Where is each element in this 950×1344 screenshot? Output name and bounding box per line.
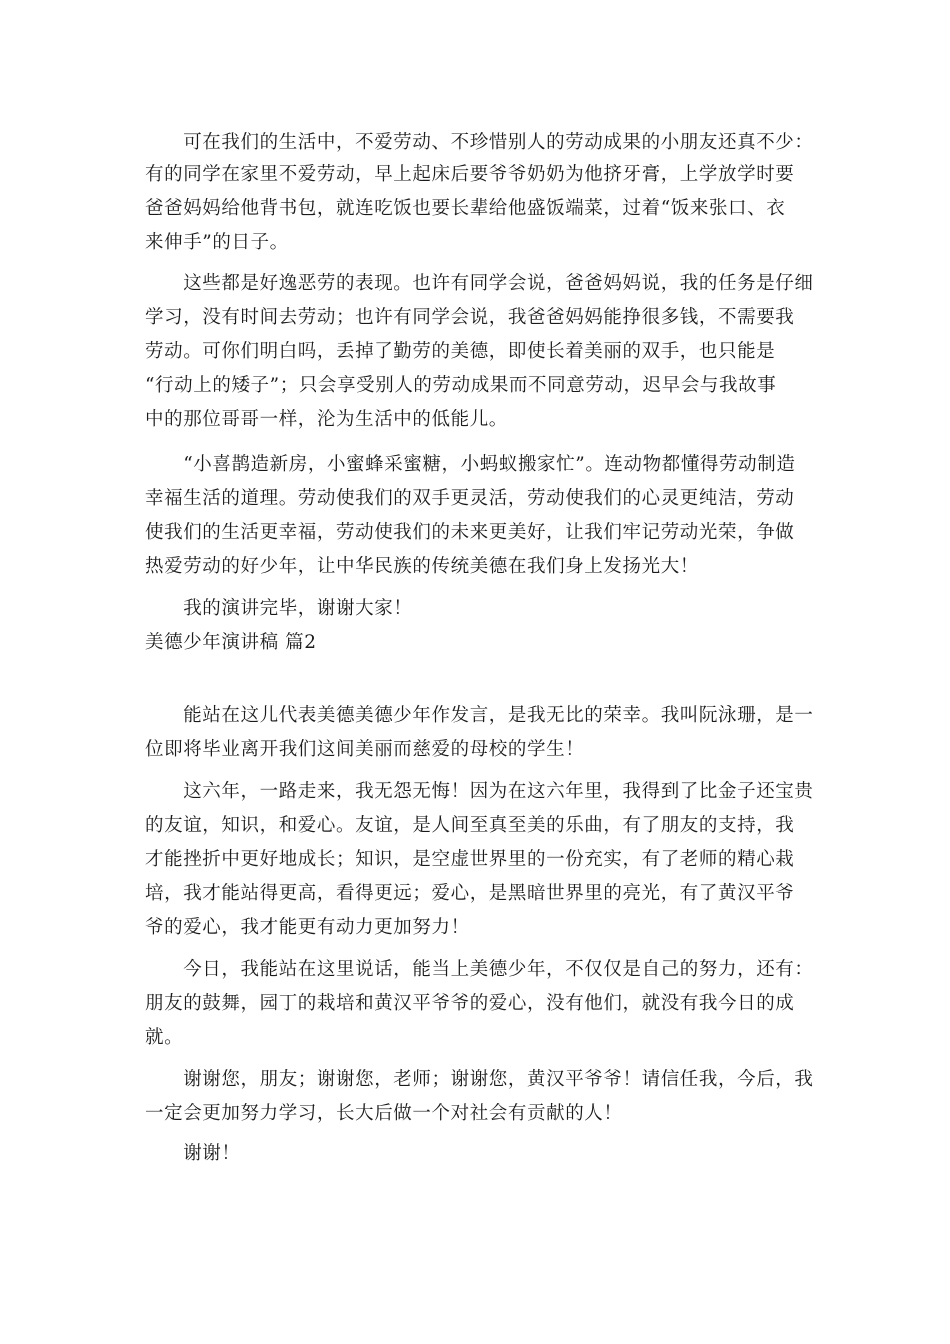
text-line: 学习，没有时间去劳动；也许有同学会说，我爸爸妈妈能挣很多钱，不需要我	[145, 307, 795, 328]
text-line: 今日，我能站在这里说话，能当上美德少年，不仅仅是自己的努力，还有：	[145, 959, 814, 980]
text-line: 位即将毕业离开我们这间美丽而慈爱的母校的学生！	[145, 739, 585, 760]
text-line: 一定会更加努力学习，长大后做一个对社会有贡献的人！	[145, 1103, 623, 1124]
text-line: 才能挫折中更好地成长；知识，是空虚世界里的一份充实，有了老师的精心栽	[145, 849, 795, 870]
text-line: 有的同学在家里不爱劳动，早上起床后要爷爷奶奶为他挤牙膏，上学放学时要	[145, 164, 795, 185]
text-line: 爷的爱心，我才能更有动力更加努力！	[145, 917, 470, 938]
text-line: 谢谢您，朋友；谢谢您，老师；谢谢您，黄汉平爷爷！请信任我，今后，我	[145, 1069, 814, 1090]
text-line: 幸福生活的道理。劳动使我们的双手更灵活，劳动使我们的心灵更纯洁，劳动	[145, 488, 795, 509]
text-line: 热爱劳动的好少年，让中华民族的传统美德在我们身上发扬光大！	[145, 556, 699, 577]
text-line: 中的那位哥哥一样，沦为生活中的低能儿。	[145, 409, 508, 430]
text-line: 可在我们的生活中，不爱劳动、不珍惜别人的劳动成果的小朋友还真不少：	[145, 132, 814, 153]
section-heading: 美德少年演讲稿 篇2	[145, 632, 317, 653]
text-line: 这六年，一路走来，我无怨无悔！因为在这六年里，我得到了比金子还宝贵	[145, 781, 814, 802]
text-line: 我的演讲完毕，谢谢大家！	[145, 598, 413, 619]
text-line: 使我们的生活更幸福，劳动使我们的未来更美好，让我们牢记劳动光荣，争做	[145, 522, 795, 543]
text-line: 能站在这儿代表美德美德少年作发言，是我无比的荣幸。我叫阮泳珊，是一	[145, 705, 814, 726]
text-line: 来伸手”的日子。	[145, 232, 289, 253]
text-line: 劳动。可你们明白吗，丢掉了勤劳的美德，即使长着美丽的双手，也只能是	[145, 341, 776, 362]
text-line: 培，我才能站得更高，看得更远；爱心，是黑暗世界里的亮光，有了黄汉平爷	[145, 883, 795, 904]
text-line: 朋友的鼓舞，园丁的栽培和黄汉平爷爷的爱心，没有他们，就没有我今日的成	[145, 993, 795, 1014]
text-line: “小喜鹊造新房，小蜜蜂采蜜糖，小蚂蚁搬家忙”。连动物都懂得劳动制造	[145, 454, 796, 475]
text-line: 的友谊，知识，和爱心。友谊，是人间至真至美的乐曲，有了朋友的支持，我	[145, 815, 795, 836]
text-line: 这些都是好逸恶劳的表现。也许有同学会说，爸爸妈妈说，我的任务是仔细	[145, 273, 814, 294]
text-line: “行动上的矮子”；只会享受别人的劳动成果而不同意劳动，迟早会与我故事	[145, 375, 777, 396]
text-line: 爸爸妈妈给他背书包，就连吃饭也要长辈给他盛饭端菜，过着“饭来张口、衣	[145, 198, 786, 219]
text-line: 就。	[145, 1027, 184, 1048]
text-line: 谢谢！	[145, 1143, 241, 1164]
